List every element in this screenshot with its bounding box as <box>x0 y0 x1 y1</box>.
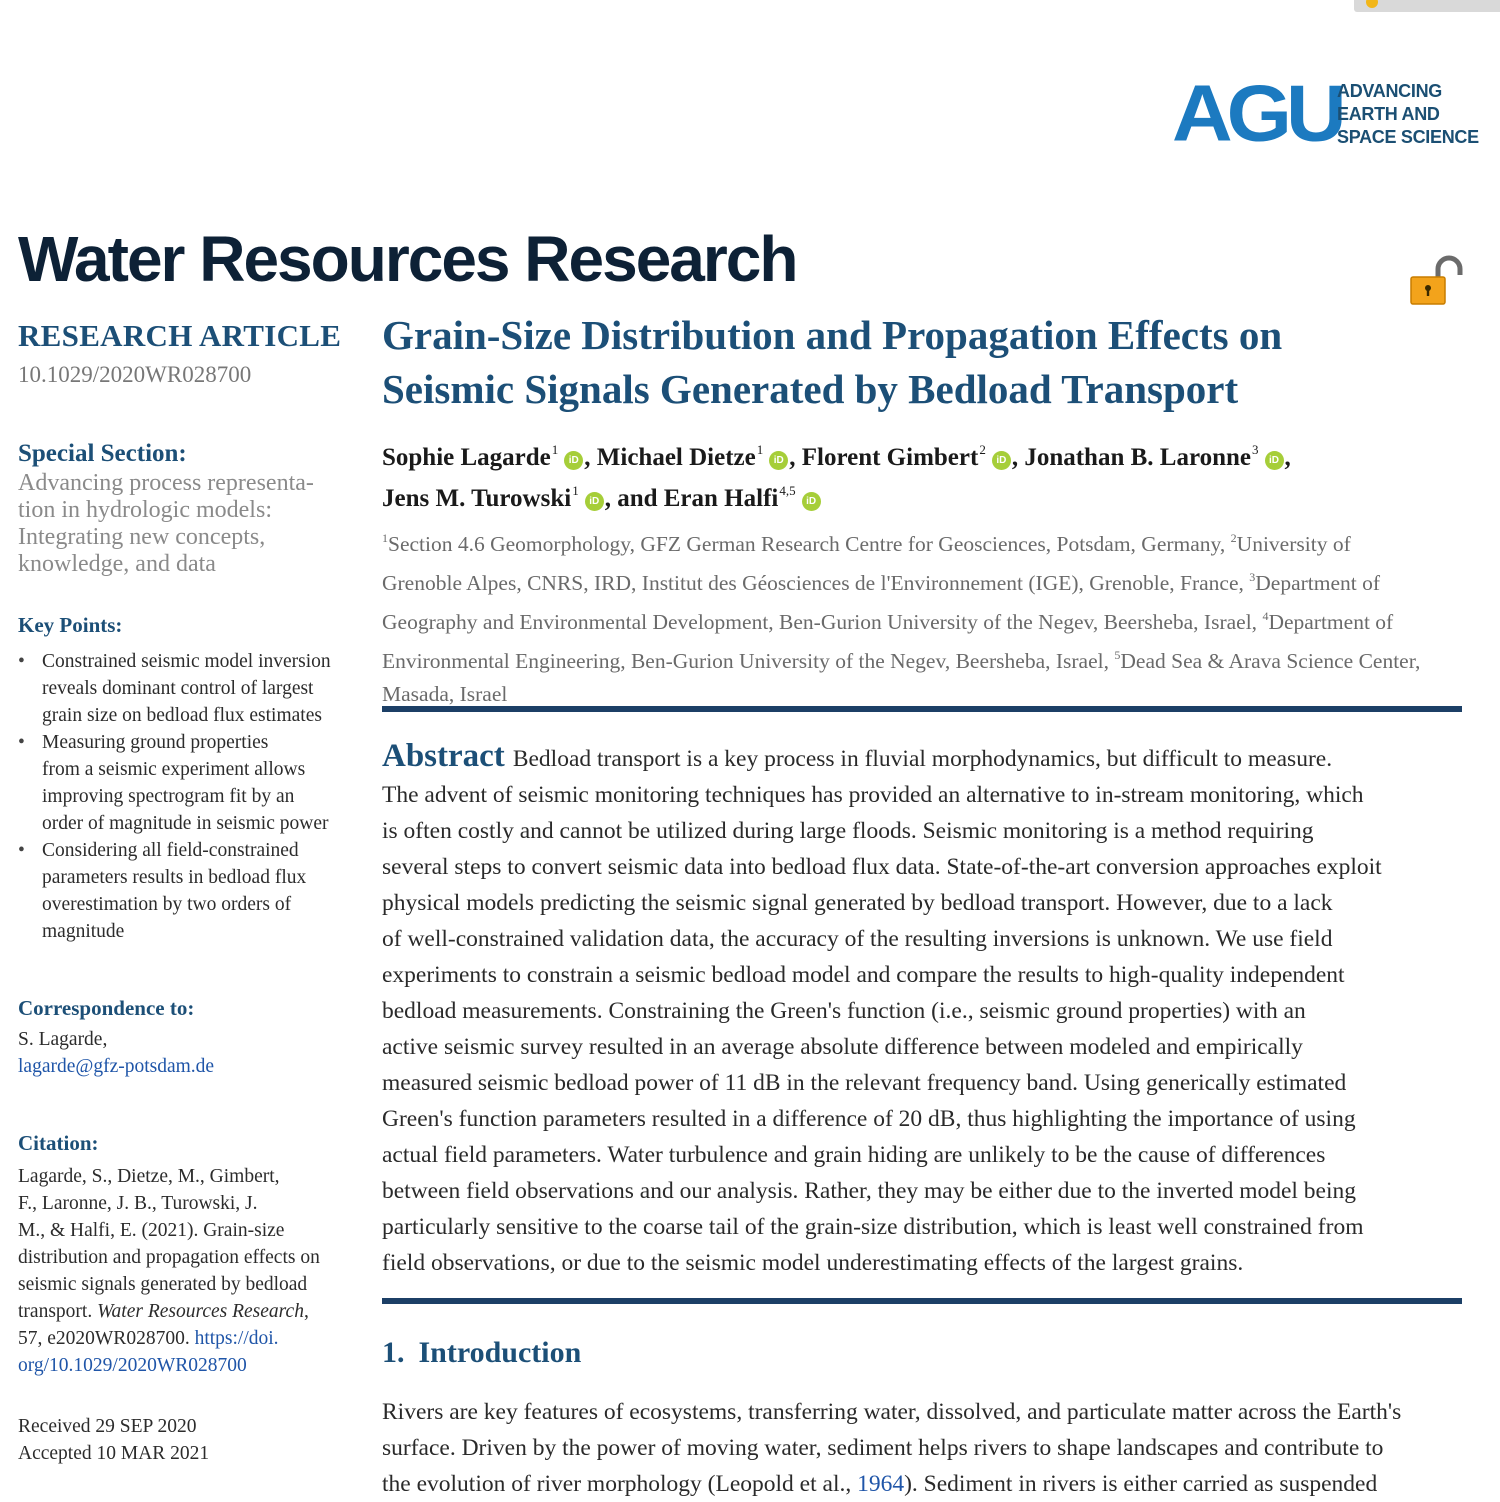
affiliation-text: Section 4.6 Geomorphology, GFZ German Research Centre for Geosciences, Potsdam, Germany, <box>388 532 1231 556</box>
key-point-item <box>18 648 348 729</box>
intro-line: Rivers are key features of ecosystems, transferring water, dissolved, and particulate matter across the Earth's <box>382 1399 1402 1425</box>
citation-line <box>18 1352 348 1379</box>
affiliation-number: 4 <box>1262 609 1269 623</box>
affiliation-number: 2 <box>1230 531 1237 545</box>
window-corner-widget <box>1354 0 1500 12</box>
author-affiliation: 3 <box>1252 442 1259 457</box>
author-list <box>382 433 1472 515</box>
citation-heading: Citation: <box>18 1131 99 1155</box>
affiliation-text: Geography and Environmental Development, Ben-Gurion University of the Negev, Beersheba, Israel, <box>382 610 1263 634</box>
title-line: Seismic Signals Generated by Bedload Transport <box>382 366 1239 412</box>
citation-suffix: , <box>303 1301 309 1322</box>
citation-text <box>18 1163 348 1379</box>
special-section-heading: Special Section: <box>18 440 187 467</box>
author-separator: , <box>1284 444 1291 471</box>
special-section-text <box>18 470 348 578</box>
abstract-text: Bedload transport is a key process in fluvial morphodynamics, but difficult to measure. <box>512 746 1333 772</box>
intro-line: surface. Driven by the power of moving water, sediment helps rivers to shape landscapes and contribute to <box>382 1435 1384 1461</box>
citation-line: Lagarde, S., Dietze, M., Gimbert, <box>18 1166 280 1187</box>
author-separator: , <box>1011 444 1025 471</box>
abstract-line: The advent of seismic monitoring techniques has provided an alternative to in-stream monitoring, which <box>382 782 1364 808</box>
open-access-lock-icon <box>1408 255 1464 307</box>
abstract-line: of well-constrained validation data, the accuracy of the resulting inversions is unknown. We use field <box>382 926 1333 952</box>
citation-journal: Water Resources Research <box>97 1301 304 1322</box>
author-line <box>382 433 1472 474</box>
article-type: RESEARCH ARTICLE <box>18 318 342 353</box>
citation-doi-link-cont[interactable]: org/10.1029/2020WR028700 <box>18 1355 247 1376</box>
intro-text: ). Sediment in rivers is either carried as suspended <box>904 1471 1378 1497</box>
special-section-line: tion in hydrologic models: <box>18 497 272 523</box>
affiliation-text: Department of <box>1255 571 1381 595</box>
key-point-line: order of magnitude in seismic power <box>42 813 329 834</box>
agu-tagline-line: ADVANCING <box>1337 81 1442 101</box>
affiliation-text: Dead Sea & Arava Science Center, <box>1120 649 1421 673</box>
affiliation-text: University of <box>1236 532 1351 556</box>
author-separator: , <box>584 444 597 471</box>
affiliation-text: Department of <box>1268 610 1394 634</box>
key-point-item <box>18 837 348 945</box>
article-doi: 10.1029/2020WR028700 <box>18 362 252 387</box>
abstract-line: active seismic survey resulted in an average absolute difference between modeled and empirically <box>382 1034 1303 1060</box>
orcid-icon[interactable]: iD <box>769 451 788 470</box>
author-affiliation: 2 <box>979 442 986 457</box>
abstract-heading: Abstract <box>382 738 505 774</box>
key-point-line: • Constrained seismic model inversion <box>42 651 331 672</box>
affiliation-line: Masada, Israel <box>382 682 508 706</box>
agu-logo-letters: AGU <box>1172 78 1341 150</box>
author-name: Florent Gimbert <box>801 444 979 471</box>
special-section-line: Integrating new concepts, <box>18 524 266 550</box>
citation-line <box>18 1325 348 1352</box>
author-affiliation: 1 <box>572 483 579 498</box>
affiliation-line <box>382 600 1472 639</box>
journal-title: Water Resources Research <box>18 223 797 295</box>
citation-line: M., & Halfi, E. (2021). Grain-size <box>18 1220 285 1241</box>
affiliations <box>382 522 1472 711</box>
special-section-line: Advancing process representa- <box>18 470 314 496</box>
author-affiliation: 4,5 <box>779 483 796 498</box>
orcid-icon[interactable]: iD <box>1265 451 1284 470</box>
agu-tagline-line: EARTH AND <box>1337 104 1440 124</box>
key-point-line: overestimation by two orders of <box>42 894 292 915</box>
section-title: Introduction <box>418 1336 582 1369</box>
author-name: Sophie Lagarde <box>382 444 551 471</box>
key-point-line: magnitude <box>42 921 125 942</box>
article-title <box>382 308 1472 416</box>
key-point-line: grain size on bedload flux estimates <box>42 705 322 726</box>
abstract-line: particularly sensitive to the coarse tail of the grain-size distribution, which is least well constrained from <box>382 1214 1364 1240</box>
abstract-line: physical models predicting the seismic signal generated by bedload transport. However, due to a lack <box>382 890 1333 916</box>
correspondence-name: S. Lagarde, <box>18 1029 108 1050</box>
author-name: Jonathan B. Laronne <box>1024 444 1251 471</box>
received-date: Received 29 SEP 2020 <box>18 1416 197 1437</box>
affiliation-line <box>382 522 1472 561</box>
intro-text: the evolution of river morphology (Leopold et al., <box>382 1471 858 1497</box>
author-separator: , and <box>604 485 664 512</box>
orcid-icon[interactable]: iD <box>992 451 1011 470</box>
key-point-line: reveals dominant control of largest <box>42 678 314 699</box>
correspondence-email-link[interactable]: lagarde@gfz-potsdam.de <box>18 1056 215 1077</box>
abstract-line: between field observations and our analysis. Rather, they may be either due to the inverted model being <box>382 1178 1357 1204</box>
author-name: Eran Halfi <box>663 485 779 512</box>
abstract-line: actual field parameters. Water turbulence and grain hiding are unlikely to be the cause of differences <box>382 1142 1326 1168</box>
key-point-line: • Considering all field-constrained <box>42 840 299 861</box>
affiliation-number: 5 <box>1114 648 1121 662</box>
key-point-line: from a seismic experiment allows <box>42 759 306 780</box>
abstract-line: is often costly and cannot be utilized during large floods. Seismic monitoring is a method requiring <box>382 818 1314 844</box>
orcid-icon[interactable]: iD <box>564 451 583 470</box>
agu-tagline-line: SPACE SCIENCE <box>1337 127 1479 147</box>
key-points-list <box>18 648 348 945</box>
key-points-heading: Key Points: <box>18 613 123 637</box>
citation-volume: 57, e2020WR028700. <box>18 1328 195 1349</box>
section-number: 1. <box>382 1336 405 1369</box>
author-affiliation: 1 <box>756 442 764 457</box>
citation-line: seismic signals generated by bedload <box>18 1274 308 1295</box>
reference-link[interactable]: 1964 <box>857 1471 905 1497</box>
abstract-line: field observations, or due to the seismic model underestimating effects of the largest grains. <box>382 1250 1244 1276</box>
affiliation-number: 3 <box>1249 570 1256 584</box>
affiliation-number: 1 <box>382 531 388 545</box>
citation-line: distribution and propagation effects on <box>18 1247 320 1268</box>
abstract-line: bedload measurements. Constraining the Green's function (i.e., seismic ground properties) with an <box>382 998 1306 1024</box>
abstract-line <box>382 738 1472 777</box>
introduction-heading <box>382 1336 581 1370</box>
author-affiliation: 1 <box>551 442 559 457</box>
key-point-item <box>18 729 348 837</box>
agu-tagline <box>1337 80 1479 149</box>
accepted-date: Accepted 10 MAR 2021 <box>18 1443 210 1464</box>
affiliation-text: Grenoble Alpes, CNRS, IRD, Institut des Géosciences de l'Environnement (IGE), Grenoble, France, <box>382 571 1250 595</box>
orcid-icon[interactable]: iD <box>802 492 821 511</box>
abstract-line: measured seismic bedload power of 11 dB in the relevant frequency band. Using generically estimated <box>382 1070 1347 1096</box>
section-divider <box>382 706 1462 712</box>
abstract-line: experiments to constrain a seismic bedload model and compare the results to high-quality independent <box>382 962 1345 988</box>
correspondence-heading: Correspondence to: <box>18 996 195 1020</box>
status-dot-icon <box>1366 0 1378 8</box>
affiliation-line <box>382 561 1472 600</box>
abstract <box>382 738 1472 1281</box>
special-section-line: knowledge, and data <box>18 551 216 577</box>
affiliation-line <box>382 639 1472 678</box>
orcid-icon[interactable]: iD <box>585 492 604 511</box>
affiliation-text: Environmental Engineering, Ben-Gurion University of the Negev, Beersheba, Israel, <box>382 649 1115 673</box>
author-line <box>382 474 1472 515</box>
citation-line: F., Laronne, J. B., Turowski, J. <box>18 1193 258 1214</box>
publication-dates <box>18 1413 209 1467</box>
citation-prefix: transport. <box>18 1301 98 1322</box>
abstract-line: several steps to convert seismic data into bedload flux data. State-of-the-art conversion approaches exploit <box>382 854 1382 880</box>
title-line: Grain-Size Distribution and Propagation Effects on <box>382 312 1283 358</box>
introduction-text <box>382 1394 1472 1502</box>
citation-line <box>18 1298 348 1325</box>
section-divider <box>382 1298 1462 1304</box>
abstract-line: Green's function parameters resulted in a difference of 20 dB, thus highlighting the importance of using <box>382 1106 1356 1132</box>
intro-line <box>382 1466 1472 1502</box>
citation-doi-link[interactable]: https://doi. <box>194 1328 279 1349</box>
author-separator: , <box>789 444 802 471</box>
author-name: Michael Dietze <box>596 444 756 471</box>
key-point-line: parameters results in bedload flux <box>42 867 307 888</box>
author-name: Jens M. Turowski <box>382 485 572 512</box>
key-point-line: • Measuring ground properties <box>42 732 269 753</box>
key-point-line: improving spectrogram fit by an <box>42 786 295 807</box>
